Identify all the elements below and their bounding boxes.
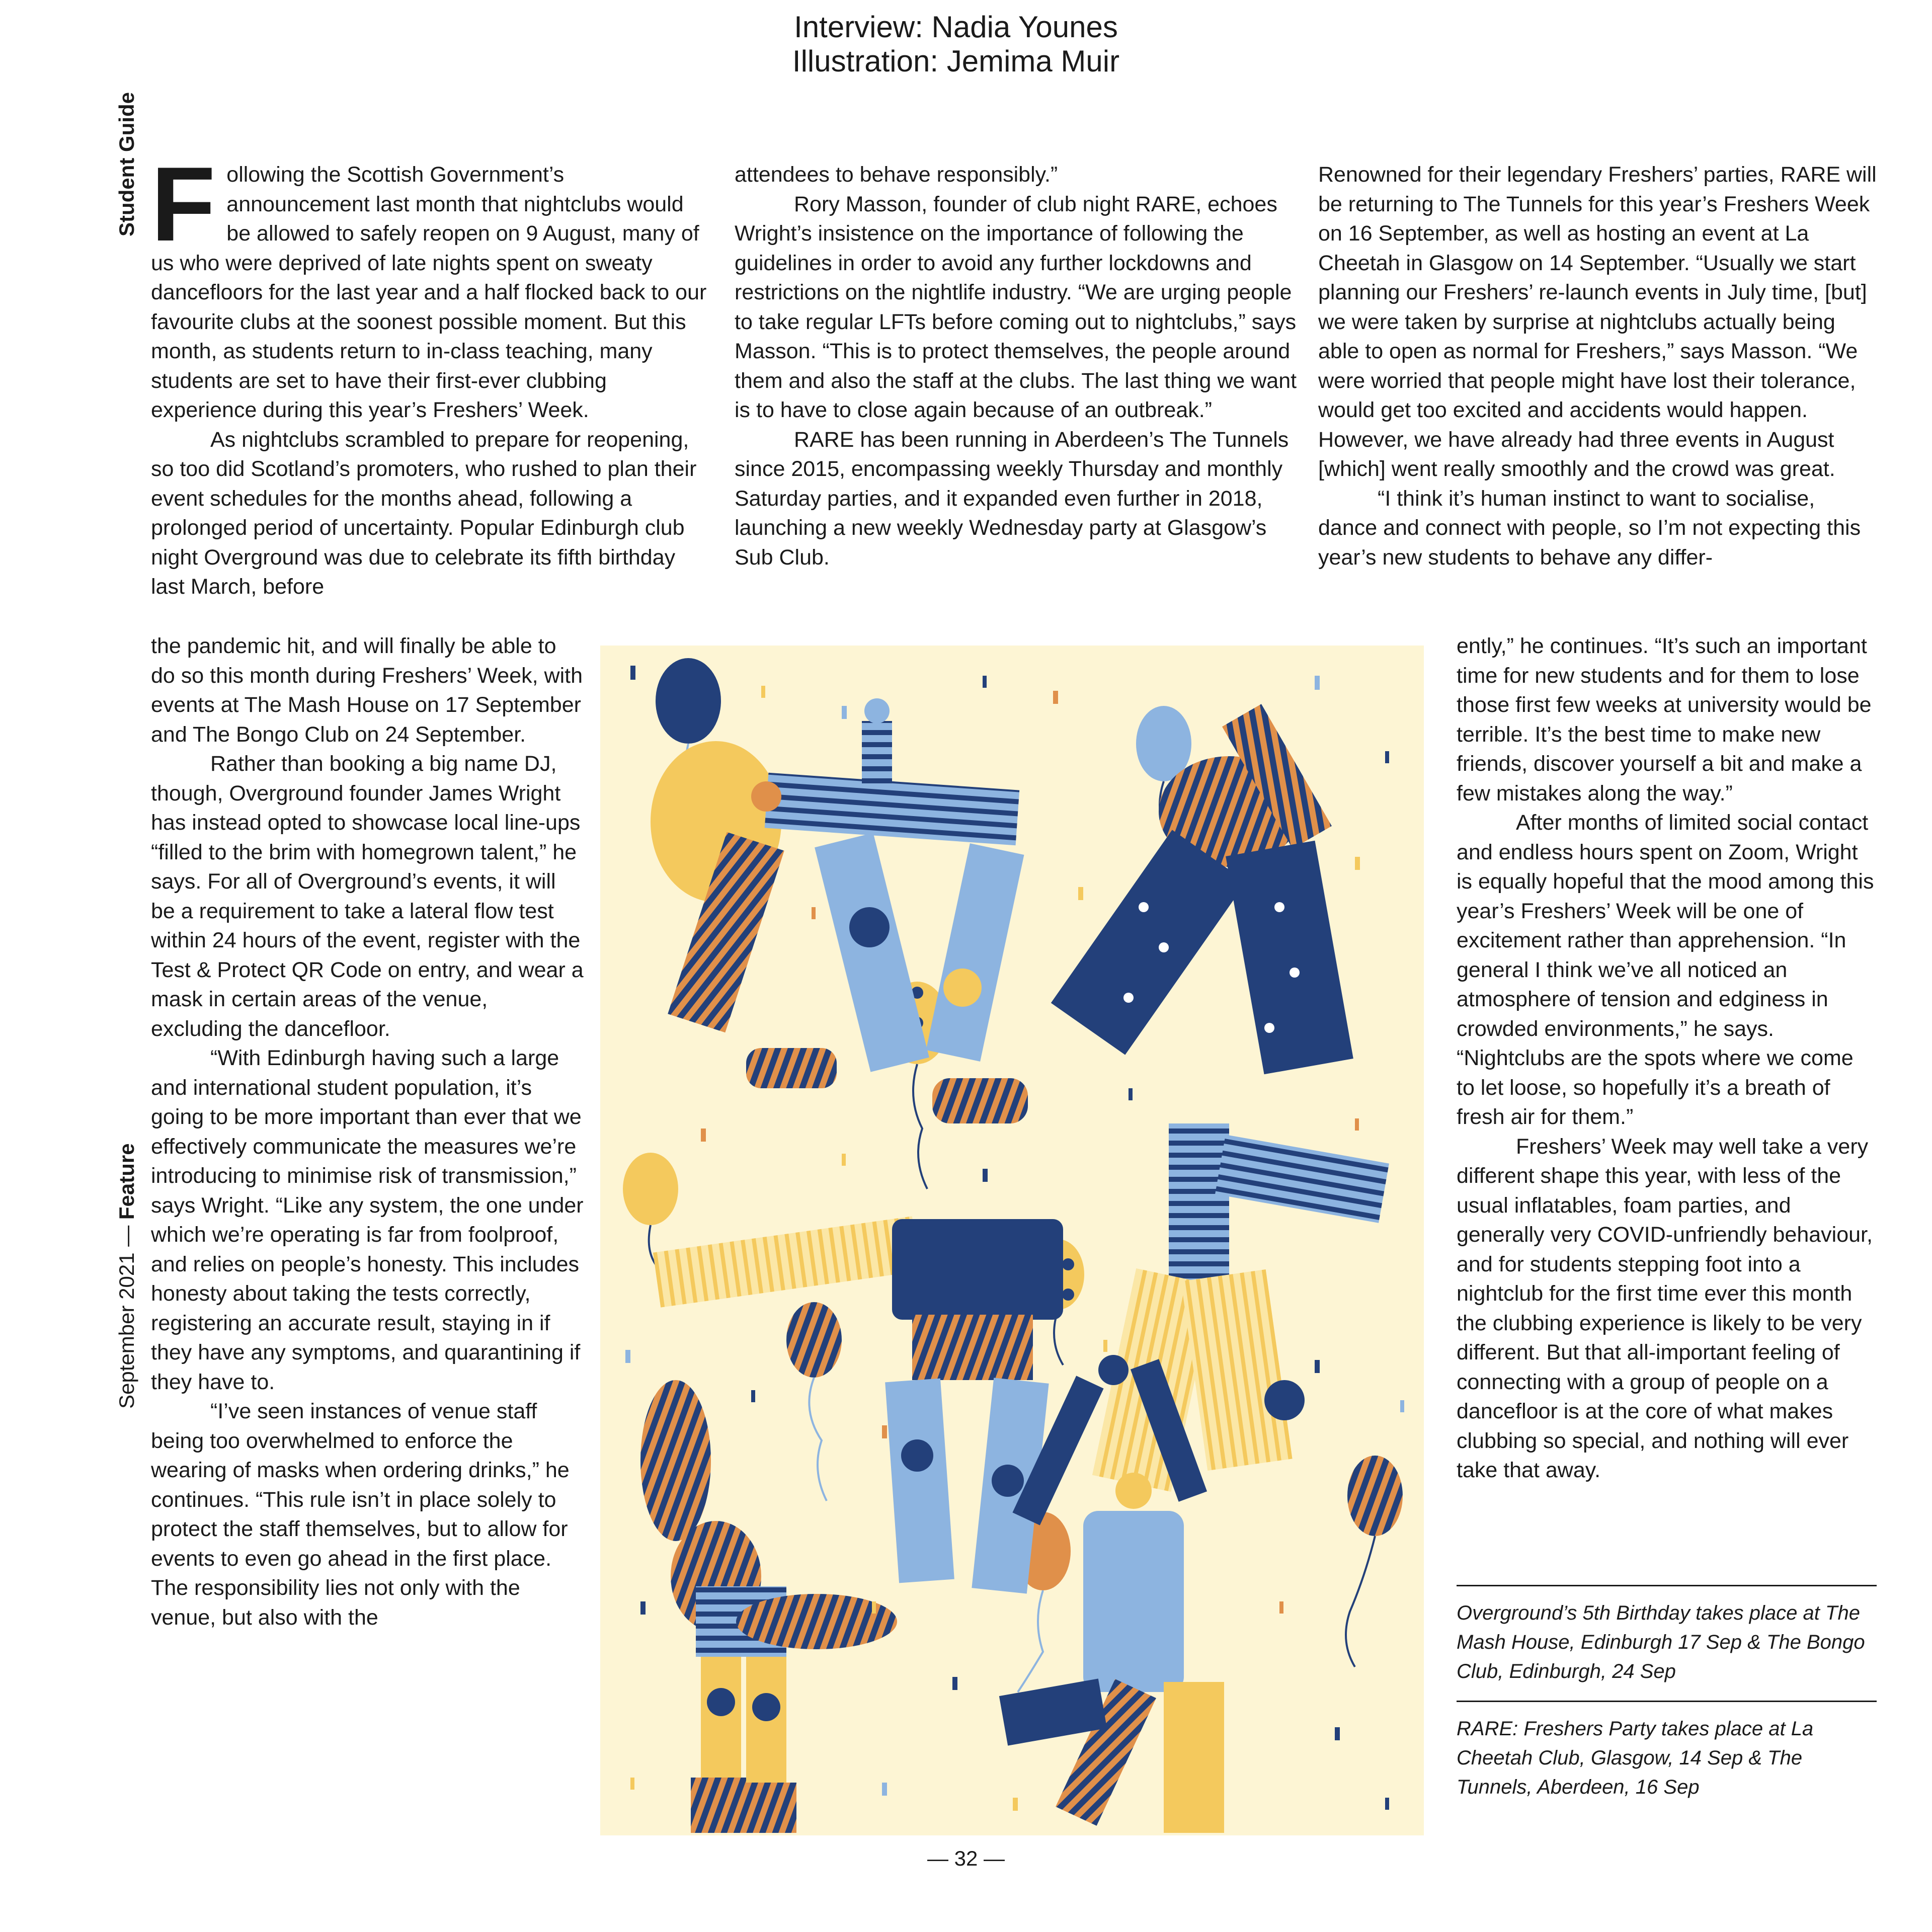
drop-cap: F	[151, 145, 216, 263]
paragraph: attendees to behave responsibly.”	[735, 163, 1058, 187]
article-column-3-top	[1318, 160, 1877, 572]
dancer-figure	[1051, 704, 1353, 1074]
paragraph: Freshers’ Week may well take a very different shape this year, with less of the usual inflatables, foam parties, and generally very COVID-unfriendly behaviour, and for students stepping foot into a nightclub for the first time ever this month the clubbing experience is likely to be very different. But that all-important feeling of connecting with a group of people on a dancefloor is at the core of what makes clubbing so special, and nothing will ever take that away.	[1457, 1134, 1873, 1482]
paragraph: After months of limited social contact and endless hours spent on Zoom, Wright is equally hopeful that the mood among this year’s Freshers’ Week will be one of excitement rather than apprehension. “In general I think we’ve all noticed an atmosphere of tension and edginess in crowded environments,” he says. “Nightclubs are the spots where we come to let loose, so hopefully it’s a breath of fresh air for them.”	[1457, 811, 1874, 1129]
article-column-2	[735, 160, 1298, 572]
issue-date: September 2021 —	[115, 1225, 138, 1409]
article-column-1-bottom	[151, 631, 584, 1632]
dancer-figure	[1092, 1123, 1389, 1492]
paragraph: Renowned for their legendary Freshers’ parties, RARE will be returning to The Tunnels for this year’s Freshers Week on 16 September, as well as hosting an event at La Cheetah in Glasgow on 14 September. “Usually we start planning our Freshers’ re-launch events in July time, [but] we were taken by surprise at nightclubs actually being able to open as normal for Freshers,” says Masson. “We were worried that people might have lost their tolerance, would get too excited and accidents would happen. However, we have already had three events in August [which] went really smoothly and the crowd was great.	[1318, 163, 1877, 481]
paragraph: ently,” he continues. “It’s such an important time for new students and for them to lose those first few weeks at university would be terrible. It’s the best time to make new friends, discover yourself a bit and make a few mistakes along the way.”	[1457, 634, 1872, 806]
article-column-3-bottom	[1457, 631, 1877, 1485]
balloon-icon	[786, 1302, 842, 1501]
dancer-figure	[651, 698, 1028, 1123]
section-label: Student Guide	[115, 92, 138, 236]
illustration-credit: Illustration: Jemima Muir	[792, 44, 1120, 78]
event-listing: Overground’s 5th Birthday takes place at The Mash House, Edinburgh 17 Sep & The Bongo Club, Edinburgh, 24 Sep	[1457, 1585, 1877, 1686]
category-label: Feature	[115, 1143, 138, 1220]
balloon-icon	[1346, 1456, 1403, 1667]
interview-credit: Interview: Nadia Younes	[794, 10, 1118, 44]
paragraph: As nightclubs scrambled to prepare for reopening, so too did Scotland’s promoters, who rushed to plan their event schedules for the months ahead, following a prolonged period of uncertainty. Popular Edinburgh club night Overground was due to celebrate its fifth birthday last March, before	[151, 427, 697, 599]
paragraph: “I’ve seen instances of venue staff being too overwhelmed to enforce the wearing of masks when ordering drinks,” he continues. “This rule isn’t in place solely to protect the staff themselves, but to allow for events to even go ahead in the first place. The responsibility lies not only with the venue, but also with the	[151, 1399, 570, 1630]
dancer-figure	[640, 1380, 897, 1833]
event-listing: RARE: Freshers Party takes place at La Cheetah Club, Glasgow, 14 Sep & The Tunnels, Aberdeen, 16 Sep	[1457, 1701, 1877, 1802]
paragraph: the pandemic hit, and will finally be able to do so this month during Freshers’ Week, with events at The Mash House on 17 September and The Bongo Club on 24 September.	[151, 634, 583, 747]
issue-label	[115, 1143, 139, 1409]
article-column-1-top	[151, 145, 709, 602]
paragraph: ollowing the Scottish Government’s announcement last month that nightclubs would be allowed to safely reopen on 9 August, many of us who were deprived of late nights spent on sweaty dancefloors for the last year and a half flocked back to our favourite clubs at the soonest possible moment. But this month, as students return to in-class teaching, many students are set to have their first-ever clubbing experience during this year’s Freshers’ Week.	[151, 163, 707, 422]
paragraph: “I think it’s human instinct to want to socialise, dance and connect with people, so I’m not expecting this year’s new students to behave any differ-	[1318, 486, 1861, 570]
paragraph: “With Edinburgh having such a large and international student population, it’s going to be more important than ever that we effectively communicate the measures we’re introducing to minimise risk of transmission,” says Wright. “Like any system, the one under which we’re operating is far from foolproof, and relies on people’s honesty. This includes honesty about taking the tests correctly, registering an accurate result, staying in if they have any symptoms, and quarantining if they have to.	[151, 1046, 584, 1394]
page-number: — 32 —	[927, 1846, 1005, 1870]
article-credits	[654, 10, 1258, 78]
balloon-icon	[623, 1153, 678, 1264]
paragraph: Rory Masson, founder of club night RARE, echoes Wright’s insistence on the importance of following the guidelines in order to avoid any further lockdowns and restrictions on the nightlife industry. “We are urging people to take regular LFTs before coming out to nightclubs,” says Masson. “This is to protect themselves, the people around them and also the staff at the clubs. The last thing we want is to have to close again because of an outbreak.”	[735, 192, 1297, 422]
paragraph: Rather than booking a big name DJ, though, Overground founder James Wright has instead opted to showcase local line-ups “filled to the brim with homegrown talent,” he says. For all of Overground’s events, it will be a requirement to take a lateral flow test within 24 hours of the event, register with the Test & Protect QR Code on entry, and wear a mask in certain areas of the venue, excluding the dancefloor.	[151, 752, 584, 1041]
dancers-artwork	[600, 646, 1424, 1835]
paragraph: RARE has been running in Aberdeen’s The Tunnels since 2015, encompassing weekly Thursday and monthly Saturday parties, and it expanded even further in 2018, launching a new weekly Wednesday party at Glasgow’s Sub Club.	[735, 427, 1289, 570]
party-illustration	[600, 646, 1424, 1835]
